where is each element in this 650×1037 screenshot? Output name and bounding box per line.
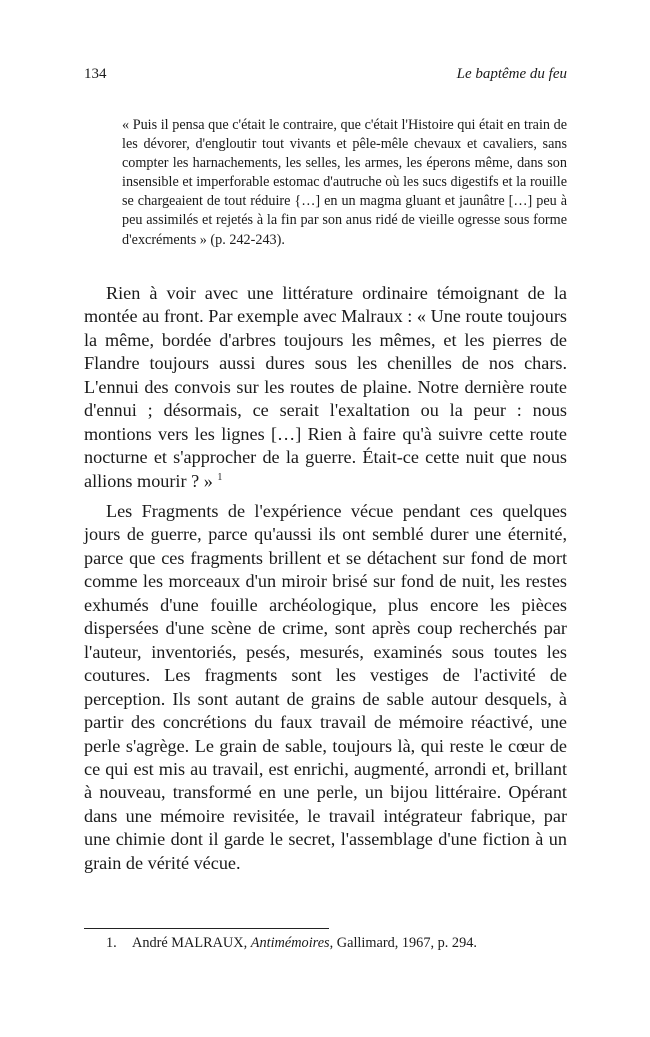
footnote-author: André MALRAUX, xyxy=(132,935,251,951)
paragraph-text: Les Fragments de l'expérience vécue pendant ces quelques jours de guerre, parce qu'aussi ils ont semblé durer une éternité, parce que ces fragments brillent et se détachent sur fond de mort comme les morceaux d'un miroir brisé sur fond de nuit, les restes exhumés d'une fouille archéologique, plus encore les pièces dispersées d'une scène de crime, sont après coup recherchés par l'auteur, inventoriés, pesés, mesurés, examinés sous toutes les coutures. Les fragments sont les vestiges de l'activité de perception. Ils sont autant de grains de sable autour desquels, à partir des concrétions du faux travail de mémoire réactivé, une perle s'agrège. Le grain de sable, toujours là, qui reste le cœur de ce qui est mis au travail, est enrichi, augmenté, arrondi et, brillant à nouveau, transformé en une perle, un bijou littéraire. Opérant dans une mémoire revisitée, le travail intégrateur fabrique, par une chimie dont il garde le secret, l'assemblage d'une fiction à un grain de vérité vécue. xyxy=(84,501,567,873)
footnote-publication: , Gallimard, 1967, p. 294. xyxy=(329,935,477,951)
running-header xyxy=(84,66,567,86)
body-paragraph xyxy=(84,282,567,493)
block-quote: « Puis il pensa que c'était le contraire, que c'était l'Histoire qui était en train de les dévorer, d'engloutir tout vivants et pêle-mêle chevaux et cavaliers, sans compter les harnachements, les selles, les armes, les éperons même, dans son insensible et imperforable estomac d'autruche où les sucs digestifs et la rouille se chargeaient de tout réduire {…] en un magma gluant et jaunâtre […] peu à peu assimilés et rejetés à la fin par son anus ridé de vieille ogresse sous forme d'excréments » (p. 242-243). xyxy=(122,117,567,248)
footnote-separator xyxy=(84,928,329,929)
footnote-work-title: Antimémoires xyxy=(250,935,330,951)
running-title: Le baptême du feu xyxy=(456,66,567,82)
body-paragraph xyxy=(84,500,567,875)
page-number: 134 xyxy=(84,66,107,82)
paragraph-text: Rien à voir avec une littérature ordinaire témoignant de la montée au front. Par exemple avec Malraux : « Une route toujours la même, bordée d'arbres toujours les mêmes, et les pierres de Flandre toujours aussi dures sous les chenilles de nos chars. L'ennui des convois sur les routes de plaine. Notre dernière route d'ennui ; désormais, ce serait l'exaltation ou la peur : nous montions vers les lignes […] Rien à faire qu'à suivre cette route nocturne et s'approcher de la guerre. Était-ce cette nuit que nous allions mourir ? » xyxy=(84,283,567,491)
footnote xyxy=(106,934,477,953)
footnote-reference[interactable]: 1 xyxy=(217,471,223,483)
footnote-number: 1. xyxy=(106,935,117,951)
